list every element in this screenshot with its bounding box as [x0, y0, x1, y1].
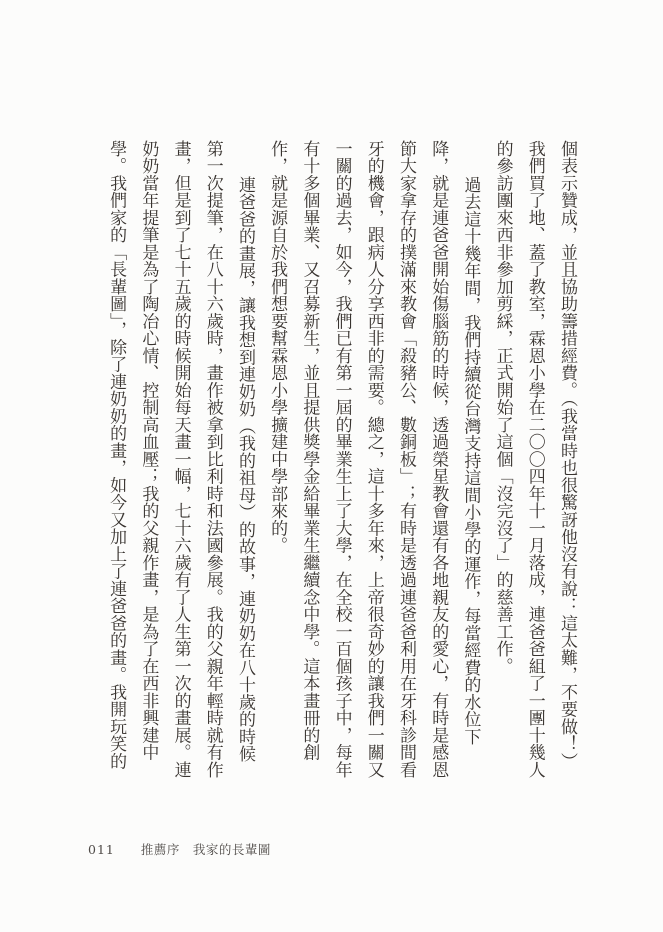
- text-column: 我們買了地、蓋了教室，霖恩小學在二〇〇四年十一月落成，連爸爸組了一團十幾人: [524, 140, 545, 779]
- text-column-paragraph-start: 過去這十幾年間，我們持續從台灣支持這間小學的運作，每當經費的水位下: [460, 176, 481, 746]
- page-footer: [88, 840, 271, 858]
- body-text: [100, 140, 583, 788]
- text-column: 降，就是連爸爸開始傷腦筋的時候，透過榮星教會還有各地親友的愛心，有時是感恩: [428, 140, 449, 779]
- text-column: 畫，但是到了七十五歲的時候開始每天畫一幅，七十六歲有了人生第一次的畫展。連: [170, 140, 191, 779]
- text-column: 節大家拿存的撲滿來教會「殺豬公、數銅板」；有時是透過連爸爸利用在牙科診間看: [395, 140, 416, 779]
- text-column: 第一次提筆，在八十六歲時，畫作被拿到比利時和法國參展。我的父親年輕時就有作: [202, 140, 223, 779]
- book-title: 我家的長輩圖: [192, 842, 271, 857]
- text-column: 學。我們家的「長輩圖」，除了連奶奶的畫，如今又加上了連爸爸的畫。我開玩笑的: [106, 140, 127, 770]
- text-column: 的參訪團來西非參加剪綵，正式開始了這個「沒完沒了」的慈善工作。: [492, 140, 513, 675]
- text-column-paragraph-start: 連爸爸的畫展，讓我想到連奶奶（我的祖母）的故事，連奶奶在八十歲的時候: [234, 176, 255, 763]
- text-column: 有十多個畢業、又召募新生，並且提供獎學金給畢業生繼續念中學。這本畫冊的創: [299, 140, 320, 761]
- section-label: 推薦序: [140, 842, 180, 857]
- page-number: 011: [88, 842, 115, 857]
- text-column: 個表示贊成，並且協助籌措經費。（我當時也很驚訝他沒有說：這太難，不要做！）: [557, 140, 577, 770]
- text-column: 奶奶當年提筆是為了陶冶心情、控制高血壓；我的父親作畫，是為了在西非興建中: [138, 140, 159, 761]
- text-column: 牙的機會，跟病人分享西非的需要。總之，這十多年來，上帝很奇妙的讓我們一關又: [363, 140, 384, 779]
- text-column: 一關的過去，如今，我們已有第一屆的畢業生上了大學，在全校一百個孩子中，每年: [331, 140, 352, 779]
- text-column: 作，就是源自於我們想要幫霖恩小學擴建中學部來的。: [267, 140, 288, 554]
